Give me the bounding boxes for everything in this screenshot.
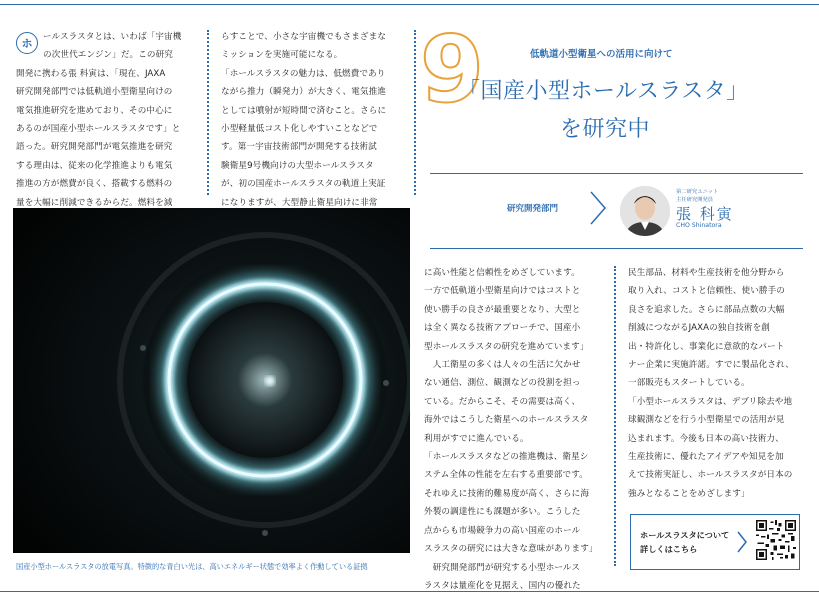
text-line: 験衛星9号機向けの大型ホールスラスタ — [221, 160, 374, 171]
bottom-rule — [0, 591, 819, 592]
avatar — [620, 186, 670, 236]
person-role-unit: 第二研究ユニット — [676, 189, 719, 195]
section-subtitle: 低軌道小型衛星への活用に向けて — [530, 49, 673, 60]
text-line: 強みとなることをめざします」 — [628, 488, 750, 499]
photo-caption: 国産小型ホールスラスタの放電写真。特徴的な青白い光は、高いエネルギー状態で効率よく作動している証拠 — [16, 562, 368, 571]
text-line: ながら推力（瞬発力）が大きく、電気推進 — [221, 87, 387, 98]
text-line: 良さを追求した。さらに部品点数の大幅 — [628, 304, 785, 315]
drop-cap: ホ — [16, 32, 38, 54]
more-info-link-text-1[interactable]: ホールスラスタについて — [640, 530, 730, 540]
text-line: ナー企業に実施許諾。すでに製品化され、 — [628, 360, 794, 371]
text-line: 「小型ホールスラスタは、デブリ除去や地 — [628, 396, 793, 407]
text-line: 「ホールスラスタの魅力は、低燃費であり — [221, 68, 386, 79]
text-line: 語った。研究開発部門が電気推進を研究 — [16, 142, 173, 153]
chevron-right-icon — [588, 190, 608, 226]
top-rule — [0, 4, 819, 5]
text-line: 開発に携わる張 科寅は、「現在、JAXA — [16, 68, 166, 79]
text-line: 使い勝手の良さが最重要となり、大型と — [424, 304, 581, 315]
column-divider — [614, 266, 616, 566]
text-line: ている。だからこそ、その需要は高く、 — [424, 396, 581, 407]
text-line: 生産技術に、優れたアイデアや知見を加 — [628, 452, 784, 463]
text-line: 外製の調達性にも課題が多い。こうした — [424, 507, 581, 518]
text-line: 研究開発部門が研究する小型ホールス — [424, 562, 581, 573]
person-name: 張 科寅 — [676, 205, 734, 223]
text-line: が、初の国産ホールスラスタの軌道上実証 — [221, 179, 386, 190]
text-line: 込まれます。今後も日本の高い技術力、 — [628, 433, 784, 444]
text-line: らすことで、小さな宇宙機でもさまざまな — [221, 32, 387, 42]
text-line: ールスラスタとは、いわば「宇宙機 — [43, 32, 182, 42]
text-line: 利用がすでに進んでいる。 — [424, 433, 529, 444]
text-line: 出・特許化し、事業化に意欲的なパート — [628, 341, 785, 352]
text-line: ミッションを実施可能になる。 — [221, 50, 343, 61]
text-line: 「ホールスラスタなどの推進機は、衛星シ — [424, 452, 589, 463]
text-line: になりますが、大型静止衛星向けに非常 — [221, 197, 378, 208]
person-role-title: 主任研究開発員 — [676, 197, 714, 203]
text-line: それゆえに技術的難易度が高く、さらに海 — [424, 488, 590, 499]
text-line: 球観測などを行う小型衛星での活用が見 — [628, 415, 785, 426]
text-line: としては噴射が短時間で済むこと。さらに — [221, 105, 387, 116]
text-line: の次世代エンジン」だ。この研究 — [43, 50, 173, 61]
hall-thruster-discharge-image — [13, 208, 410, 553]
text-line: 削減につながるJAXAの独自技術を創 — [628, 323, 770, 334]
person-rule-bottom — [430, 248, 803, 249]
article-column-4 — [628, 264, 794, 503]
text-line: スラスタの研究には大きな意味があります」 — [424, 544, 598, 555]
section-title-line-1: 「国産小型ホールスラスタ」 — [458, 79, 749, 104]
text-line: ない通信、測位、観測などの役割を担っ — [424, 378, 581, 389]
person-name-romaji: CHO Shinatora — [676, 222, 722, 229]
section-title-line-2: を研究中 — [560, 117, 651, 142]
text-line: 推進の方が燃費が良く、搭載する燃料の — [16, 179, 173, 190]
text-line: 点からも市場競争力の高い国産のホール — [424, 525, 581, 536]
section-number: 9 — [420, 16, 485, 123]
text-line: する理由は、従来の化学推進よりも電気 — [16, 160, 173, 171]
chevron-right-icon[interactable] — [736, 530, 748, 554]
text-line: 電気推進研究を進めており、その中心に — [16, 105, 173, 116]
more-info-link-text-2[interactable]: 詳しくはこちら — [640, 544, 698, 554]
text-line: 一部販売もスタートしている。 — [628, 378, 750, 389]
article-column-2 — [221, 28, 386, 212]
text-line: 量を大幅に削減できるからだ。燃料を減 — [16, 197, 173, 208]
text-line: 研究開発部門では低軌道小型衛星向けの — [16, 87, 173, 98]
text-line: 一方で低軌道小型衛星向けではコストと — [424, 286, 581, 297]
text-line: あるのが国産小型ホールスラスタです」と — [16, 124, 181, 135]
text-line: 海外ではこうした衛星へのホールスラスタ — [424, 415, 589, 426]
text-line: 民生部品、材料や生産技術を他分野から — [628, 268, 785, 278]
text-line: 人工衛星の多くは人々の生活に欠かせ — [424, 360, 581, 371]
text-line: ステム全体の性能を左右する重要部です。 — [424, 470, 588, 481]
text-line: 型ホールスラスタの研究を進めています」 — [424, 341, 589, 352]
portrait-image — [620, 186, 670, 236]
text-line: す。第一宇宙技術部門が開発する技術試 — [221, 142, 377, 153]
column-divider — [414, 30, 416, 195]
qr-code-icon[interactable] — [756, 520, 796, 560]
person-rule-top — [430, 173, 803, 174]
department-label: 研究開発部門 — [507, 204, 559, 214]
text-line: 小型軽量低コスト化しやすいことなどで — [221, 124, 378, 135]
hall-thruster-photo — [13, 208, 410, 553]
text-line: えて技術実証し、ホールスラスタが日本の — [628, 470, 793, 481]
text-line: 取り入れ、コストと信頼性、使い勝手の — [628, 286, 786, 297]
article-column-1 — [16, 28, 181, 212]
text-line: ラスタは量産化を見据え、国内の優れた — [424, 580, 581, 591]
text-line: に高い性能と信頼性をめざしています。 — [424, 268, 580, 278]
text-line: は全く異なる技術アプローチで、国産小 — [424, 323, 581, 334]
article-column-3 — [424, 264, 598, 595]
column-divider — [207, 30, 209, 195]
